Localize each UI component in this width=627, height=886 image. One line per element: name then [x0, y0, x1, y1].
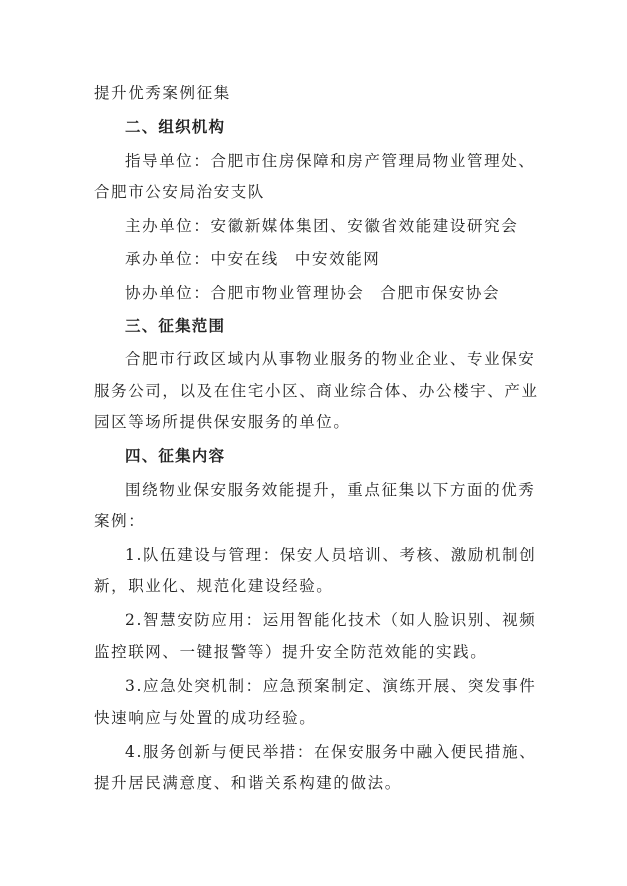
content-intro-line-1: 围绕物业保安服务效能提升，重点征集以下方面的优秀 — [125, 481, 536, 499]
item-3-line-1: 3.应急处突机制：应急预案制定、演练开展、突发事件 — [125, 677, 537, 695]
organizer-unit-second: 中安效能网 — [294, 250, 381, 268]
item-2-line-1: 2.智慧安防应用：运用智能化技术（如人脸识别、视频 — [125, 611, 537, 629]
content-intro-line-2: 案例： — [94, 512, 146, 530]
intro-continuation: 提升优秀案例征集 — [94, 84, 231, 102]
item-4-line-1: 4.服务创新与便民举措：在保安服务中融入便民措施、 — [125, 743, 537, 761]
coorganizer-unit-first: 协办单位：合肥市物业管理协会 — [125, 284, 365, 302]
item-1-line-2: 新，职业化、规范化建设经验。 — [94, 577, 334, 595]
guide-unit-line-2: 合肥市公安局治安支队 — [94, 183, 266, 201]
scope-line-3: 园区等场所提供保安服务的单位。 — [94, 413, 351, 431]
host-unit: 主办单位：安徽新媒体集团、安徽省效能建设研究会 — [125, 217, 519, 235]
scope-line-2: 服务公司，以及在住宅小区、商业综合体、办公楼宇、产业 — [94, 382, 539, 400]
scope-line-1: 合肥市行政区域内从事物业服务的物业企业、专业保安 — [125, 350, 536, 368]
guide-unit-line-1: 指导单位：合肥市住房保障和房产管理局物业管理处、 — [125, 152, 536, 170]
item-1-line-1: 1.队伍建设与管理：保安人员培训、考核、激励机制创 — [125, 546, 537, 564]
section-heading-content: 四、征集内容 — [125, 447, 226, 465]
section-heading-organization: 二、组织机构 — [125, 118, 226, 136]
item-2-line-2: 监控联网、一键报警等）提升安全防范效能的实践。 — [94, 643, 488, 661]
item-4-line-2: 提升居民满意度、和谐关系构建的做法。 — [94, 774, 402, 792]
coorganizer-unit-second: 合肥市保安协会 — [380, 284, 501, 302]
item-3-line-2: 快速响应与处置的成功经验。 — [94, 709, 317, 727]
coorganizer-unit — [125, 283, 575, 303]
organizer-unit — [125, 249, 575, 269]
section-heading-scope: 三、征集范围 — [125, 317, 226, 335]
organizer-unit-first: 承办单位：中安在线 — [125, 250, 279, 268]
